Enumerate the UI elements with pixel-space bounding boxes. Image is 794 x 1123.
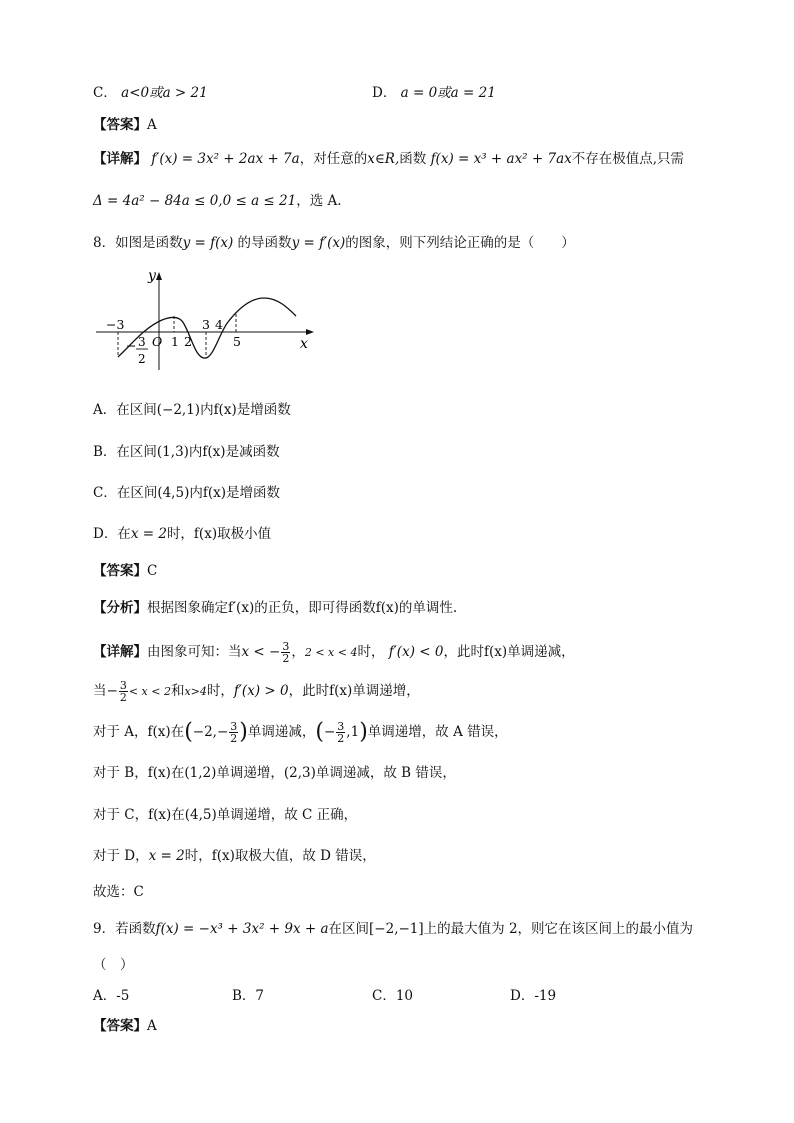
fraction — [281, 641, 290, 664]
q8-text: 单调递减， — [247, 724, 316, 740]
fraction-numerator: 3 — [337, 720, 345, 733]
q8-expr: 2 < x < 4 — [304, 646, 358, 659]
fraction — [229, 721, 238, 744]
q9-option-a: A．-5 — [93, 988, 130, 1004]
q9-text: 上的最大值为 2，则它在该区间上的最小值为 — [423, 921, 694, 937]
analysis-text: 根据图象确定f′(x)的正负，即可得函数f(x)的单调性. — [147, 600, 458, 616]
tick-label-neg3-2-num: 3 — [138, 335, 146, 349]
q8-text: 时， — [357, 644, 385, 660]
q8-expr: − — [323, 724, 336, 740]
q9-paren: （ ） — [93, 957, 134, 973]
q8-derivative-expr: y = f′(x) — [291, 235, 346, 251]
q8-answer — [93, 562, 157, 580]
fraction-denominator: 2 — [119, 691, 127, 704]
q8-expr: f′(x) < 0 — [388, 644, 444, 660]
tick-label-neg3-2-sign: − — [126, 338, 137, 353]
q8-text: 由图象可知：当 — [147, 644, 242, 660]
q8-expr: x = 2 — [130, 526, 167, 542]
q8-text: 时，f(x)取极大值，故 D 错误， — [184, 848, 376, 864]
q8-detail-line-3 — [93, 718, 508, 746]
answer-tag: 【答案】 — [93, 1018, 147, 1034]
q7-text: ，对任意的 — [299, 151, 368, 167]
q8-stem-text: 8．如图是函数 — [93, 235, 183, 251]
q8-function-expr: y = f(x) — [182, 235, 234, 251]
q8-option-d — [93, 525, 271, 543]
q8-expr: < x < 2 — [128, 685, 171, 698]
q9-option-c: C．10 — [372, 988, 414, 1004]
tick-label-1: 1 — [171, 334, 179, 349]
q9-answer — [93, 1017, 157, 1035]
q7-function-expr: f(x) = x³ + ax² + 7ax — [430, 151, 572, 167]
q8-stem-text: 的导函数 — [233, 235, 292, 251]
q9-text: 在区间 — [328, 921, 370, 937]
q8-expr: f′(x) > 0 — [233, 683, 289, 699]
q8-expr: x = 2 — [148, 848, 185, 864]
q8-text: 时，f(x)取极小值 — [166, 526, 272, 542]
q8-text: ，此时f(x)单调递增， — [288, 683, 420, 699]
answer-value: A — [147, 117, 157, 133]
q8-option-c: C．在区间(4,5)内f(x)是增函数 — [93, 485, 280, 501]
left-paren: ( — [184, 719, 193, 745]
answer-tag: 【答案】 — [93, 117, 147, 133]
q8-text: 对于 D， — [93, 848, 149, 864]
answer-tag: 【答案】 — [93, 563, 147, 579]
fraction-denominator: 2 — [282, 652, 290, 665]
q8-option-b: B．在区间(1,3)内f(x)是减函数 — [93, 444, 280, 460]
q7-detail-line-2 — [93, 192, 342, 210]
detail-tag: 【详解】 — [93, 644, 147, 660]
q8-detail-line-4: 对于 B，f(x)在(1,2)单调递增，(2,3)单调递减，故 B 错误， — [93, 765, 456, 781]
fraction-denominator: 2 — [230, 732, 238, 745]
q7-text: ，选 A. — [296, 193, 342, 209]
q8-text: 和 — [170, 683, 185, 699]
q7-option-d — [372, 84, 496, 102]
fraction-denominator: 2 — [337, 732, 345, 745]
q8-text: 时， — [206, 683, 234, 699]
fraction-numerator: 3 — [230, 720, 238, 733]
q8-stem — [93, 234, 575, 252]
q7-option-c — [93, 84, 208, 102]
q8-option-a: A．在区间(−2,1)内f(x)是增函数 — [93, 402, 291, 418]
q9-text: 9．若函数 — [93, 921, 156, 937]
q7-discriminant-expr: Δ = 4a² − 84a ≤ 0,0 ≤ a ≤ 21 — [93, 193, 297, 209]
q7-option-c-label: C． — [93, 85, 117, 101]
y-axis-arrow — [156, 272, 162, 280]
fraction-numerator: 3 — [119, 679, 127, 692]
q9-stem — [93, 920, 693, 938]
tick-label-neg3: −3 — [106, 317, 125, 332]
q8-detail-line-5: 对于 C，f(x)在(4,5)单调递增，故 C 正确， — [93, 807, 358, 823]
right-paren: ) — [359, 719, 368, 745]
q7-detail-line-1 — [93, 150, 684, 168]
q9-interval: [−2,−1] — [369, 921, 424, 937]
right-paren: ) — [239, 719, 248, 745]
q9-option-d: D．-19 — [510, 988, 557, 1004]
q8-text: D．在 — [93, 526, 131, 542]
q8-text: 当− — [93, 683, 118, 699]
q8-expr: ,1 — [346, 724, 360, 740]
q8-text: 对于 A，f(x)在 — [93, 724, 185, 740]
q8-detail-line-6 — [93, 847, 376, 865]
q8-conclusion: 故选：C — [93, 884, 144, 900]
q7-set-expr: x∈R, — [367, 151, 400, 167]
tick-label-2: 2 — [184, 334, 192, 349]
q7-text: 函数 — [399, 151, 427, 167]
x-axis-arrow — [306, 329, 314, 335]
analysis-tag: 【分析】 — [93, 600, 147, 616]
q8-detail-line-2 — [93, 677, 420, 706]
q7-option-c-text: a<0或a > 21 — [121, 85, 208, 101]
q7-answer — [93, 116, 157, 134]
q8-stem-text: 的图象，则下列结论正确的是（ ） — [345, 235, 575, 251]
fraction — [336, 721, 345, 744]
q8-detail-line-1 — [93, 638, 575, 667]
x-axis-label: x — [300, 336, 308, 352]
answer-value: C — [147, 563, 158, 579]
q8-analysis — [93, 599, 457, 617]
answer-value: A — [147, 1018, 157, 1034]
q7-derivative-expr: f′(x) = 3x² + 2ax + 7a — [151, 151, 300, 167]
fraction — [119, 680, 128, 703]
q9-function-expr: f(x) = −x³ + 3x² + 9x + a — [155, 921, 329, 937]
derivative-graph — [92, 262, 322, 374]
q8-expr: x < − — [241, 644, 281, 660]
detail-tag: 【详解】 — [93, 151, 147, 167]
q8-text: 单调递增，故 A 错误， — [367, 724, 508, 740]
q8-expr: −2,− — [192, 724, 229, 740]
q8-text: ， — [291, 644, 305, 660]
left-paren: ( — [315, 719, 324, 745]
tick-label-neg3-2-den: 2 — [138, 352, 146, 366]
tick-label-5: 5 — [233, 334, 241, 349]
q8-expr: x>4 — [184, 685, 207, 698]
q7-option-d-label: D． — [372, 85, 397, 101]
tick-label-4: 4 — [215, 317, 223, 332]
tick-label-3: 3 — [202, 317, 210, 332]
origin-label: O — [152, 334, 163, 349]
q7-text: 不存在极值点,只需 — [571, 151, 685, 167]
q8-text: ，此时f(x)单调递减， — [443, 644, 575, 660]
q9-option-b: B．7 — [232, 988, 265, 1004]
y-axis-label: y — [148, 268, 156, 284]
q7-option-d-text: a = 0或a = 21 — [400, 85, 496, 101]
fraction-numerator: 3 — [282, 640, 290, 653]
